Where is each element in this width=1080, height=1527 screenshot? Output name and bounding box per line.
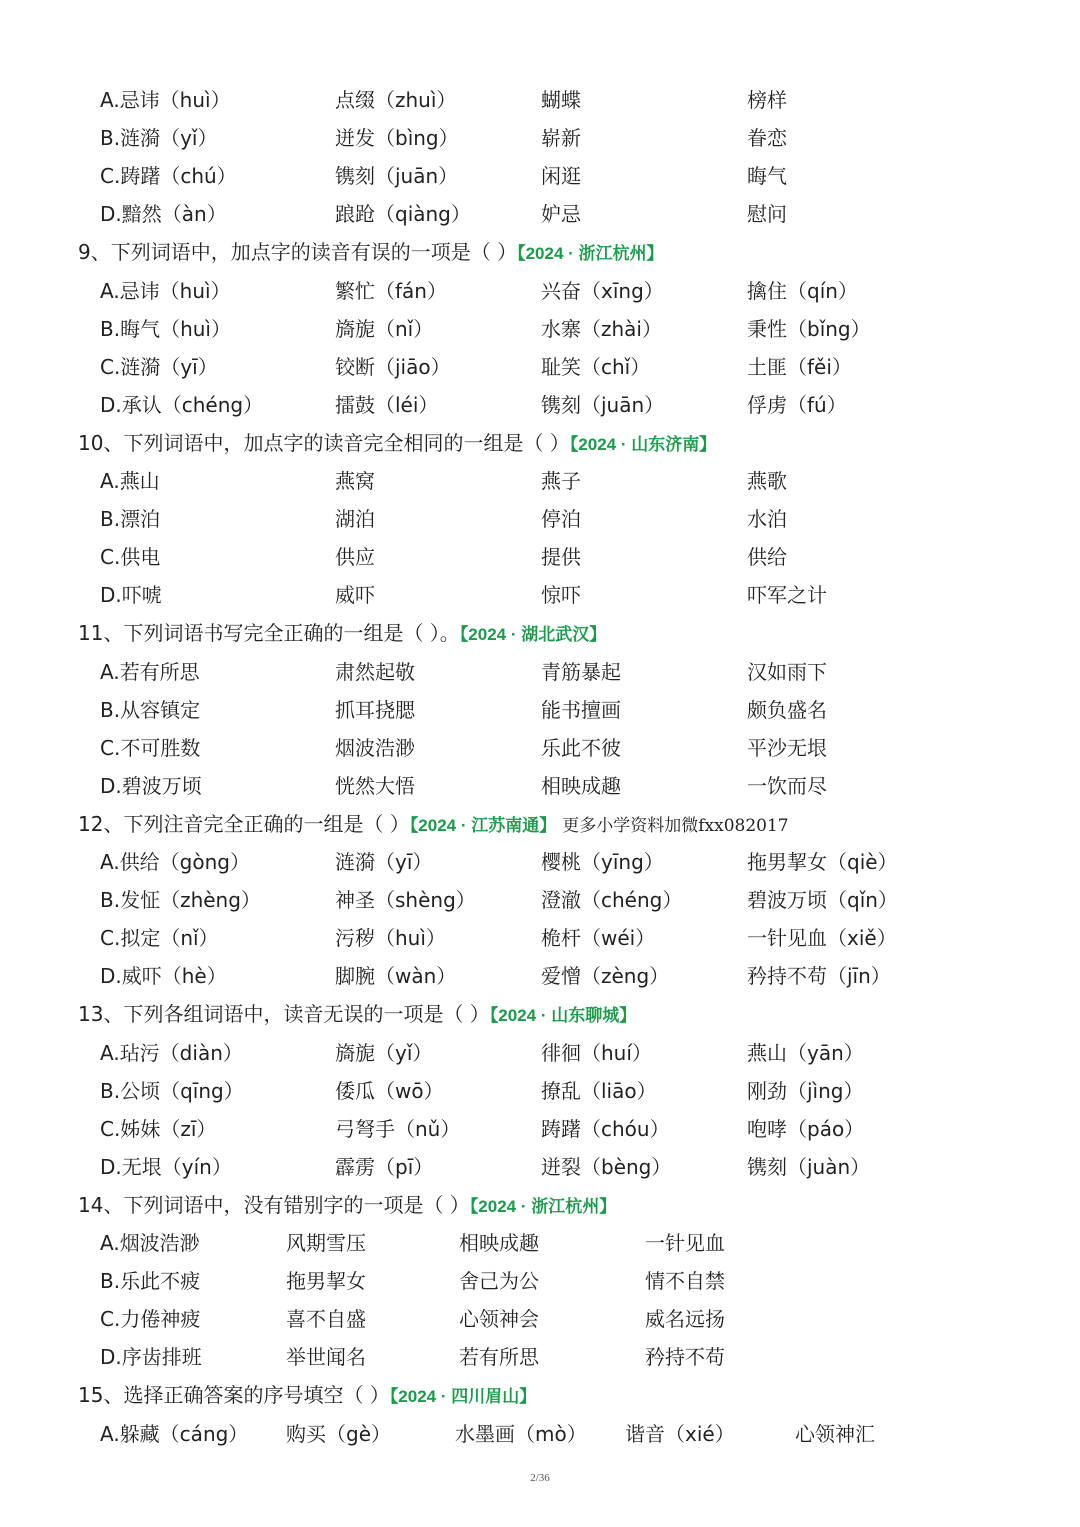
option-term: 拖男挈女（qiè） [747,850,898,874]
option-term: 澄澈（chéng） [541,888,683,913]
option-label-term: A.躲藏（cáng） [100,1421,249,1446]
option-term: 弓弩手（nǔ） [335,1116,461,1141]
source-tag: 【2024 · 山东济南】 [569,434,717,454]
question-line [0,805,1080,843]
option-row [0,691,1080,729]
option-term: 喜不自盛 [286,1307,366,1332]
option-row [0,957,1080,995]
source-tag: 【2024 · 浙江杭州】 [517,244,664,264]
option-row [0,81,1080,119]
option-row [0,1110,1080,1148]
option-term: 情不自禁 [645,1269,725,1294]
option-label-term: B.发怔（zhèng） [100,888,261,913]
option-label-term: D.承认（chéng） [100,392,264,417]
option-label-term: C.踌躇（chú） [100,164,237,189]
option-term: 相映成趣 [459,1231,539,1255]
option-row [0,500,1080,538]
option-term: 抓耳挠腮 [335,697,415,722]
option-term: 供应 [335,545,375,570]
option-term: 繁忙（fán） [335,278,447,303]
option-term: 耻笑（chǐ） [541,354,651,379]
option-term: 矜持不苟（jīn） [747,964,891,989]
option-term: 倭瓜（wō） [335,1078,444,1103]
option-term: 擂鼓（léi） [335,392,439,417]
option-term: 俘虏（fú） [747,392,847,417]
option-label-term: C.供电 [100,545,161,570]
option-term: 吓军之计 [747,583,827,608]
option-label-term: A.燕山 [100,469,160,493]
option-label-term: B.晦气（huì） [100,316,231,341]
option-term: 一针见血（xiě） [747,926,897,951]
question-stem: 9、下列词语中，加点字的读音有误的一项是（ ） [78,240,518,265]
option-row [0,348,1080,386]
option-term: 铰断（jiāo） [335,354,451,379]
option-term: 威名远扬 [645,1307,725,1332]
option-row [0,881,1080,919]
source-tag: 【2024 · 江苏南通】 [409,815,557,835]
option-term: 踌躇（chóu） [541,1116,670,1141]
question-text [78,233,664,273]
option-row [0,1262,1080,1300]
option-term: 樱桃（yīng） [541,850,664,874]
option-row [0,1072,1080,1110]
option-row [0,1338,1080,1376]
option-term: 桅杆（wéi） [541,926,656,951]
option-term: 风期雪压 [286,1231,366,1255]
option-row [0,767,1080,805]
question-text [78,424,716,464]
question-stem: 15、选择正确答案的序号填空（ ） [78,1383,390,1408]
source-tag: 【2024 · 浙江杭州】 [469,1196,617,1216]
question-text [78,1186,616,1226]
option-row [0,1300,1080,1338]
option-label-term: B.漂泊 [100,507,161,532]
option-term: 迸裂（bèng） [541,1154,672,1179]
option-term: 慰问 [747,202,787,227]
option-row [0,119,1080,157]
option-term: 心领神汇 [795,1421,875,1446]
option-term: 污秽（huì） [335,926,446,951]
option-term: 土匪（fěi） [747,354,852,379]
question-stem: 14、下列词语中，没有错别字的一项是（ ） [78,1192,470,1217]
page-number: 2/36 [530,1472,550,1484]
option-label-term: A.玷污（diàn） [100,1040,243,1065]
option-term: 崭新 [541,126,581,151]
option-label-term: A.若有所思 [100,659,200,684]
question-stem: 12、下列注音完全正确的一组是（ ） [78,811,410,836]
option-term: 秉性（bǐng） [747,316,871,341]
option-term: 燕山（yān） [747,1040,864,1065]
option-term: 威吓 [335,583,375,608]
option-term: 眷恋 [747,126,787,151]
option-term: 徘徊（huí） [541,1040,652,1065]
option-label-term: B.涟漪（yǐ） [100,126,218,151]
option-term: 迸发（bìng） [335,126,459,151]
option-label-term: B.从容镇定 [100,697,201,722]
option-term: 燕歌 [747,469,787,493]
option-term: 撩乱（liāo） [541,1078,657,1103]
option-label-term: D.无垠（yín） [100,1154,232,1179]
option-term: 恍然大悟 [335,773,415,798]
option-term: 爱憎（zèng） [541,964,670,989]
option-row [0,843,1080,881]
option-term: 咆哮（páo） [747,1116,865,1141]
option-row [0,310,1080,348]
option-label-term: C.力倦神疲 [100,1307,201,1332]
option-term: 镌刻（juān） [541,392,665,417]
option-term: 脚腕（wàn） [335,964,457,989]
option-term: 一针见血 [645,1231,725,1255]
option-term: 心领神会 [459,1307,539,1332]
option-label-term: D.威吓（hè） [100,964,227,989]
option-row [0,157,1080,195]
option-term: 涟漪（yī） [335,850,433,874]
option-term: 汉如雨下 [747,659,827,684]
option-label-term: D.黯然（àn） [100,202,227,227]
option-term: 平沙无垠 [747,735,827,760]
option-term: 若有所思 [459,1345,539,1370]
option-term: 水泊 [747,507,787,532]
option-term: 供给 [747,545,787,570]
option-term: 惊吓 [541,583,581,608]
question-stem: 10、下列词语中，加点字的读音完全相同的一组是（ ） [78,430,570,455]
option-term: 谐音（xié） [625,1421,735,1446]
option-term: 旖旎（nǐ） [335,316,434,341]
option-row [0,1415,1080,1453]
option-term: 能书擅画 [541,697,621,722]
option-label-term: A.忌讳（huì） [100,88,231,112]
option-term: 一饮而尽 [747,773,827,798]
option-label-term: A.忌讳（huì） [100,278,231,303]
option-label-term: D.吓唬 [100,583,162,608]
option-term: 购买（gè） [286,1421,391,1446]
option-term: 舍己为公 [459,1269,539,1294]
option-label-term: C.姊妹（zī） [100,1116,217,1141]
option-row [0,538,1080,576]
option-term: 镌刻（juàn） [747,1154,871,1179]
option-term: 刚劲（jìng） [747,1078,864,1103]
option-term: 兴奋（xīng） [541,278,664,303]
option-term: 碧波万顷（qǐn） [747,888,898,913]
option-row [0,195,1080,233]
question-line [0,1376,1080,1414]
question-text [78,805,789,845]
option-term: 提供 [541,545,581,570]
option-term: 水墨画（mò） [455,1421,587,1446]
option-term: 霹雳（pī） [335,1154,434,1179]
question-stem: 11、下列词语书写完全正确的一组是（ ）。 [78,621,460,646]
option-label-term: B.公顷（qīng） [100,1078,244,1103]
source-tag: 【2024 · 湖北武汉】 [459,625,607,645]
option-term: 青筋暴起 [541,659,621,684]
option-term: 闲逛 [541,164,581,189]
promo-note: 更多小学资料加微fxx082017 [562,815,789,836]
source-tag: 【2024 · 山东聊城】 [489,1006,637,1026]
option-term: 镌刻（juān） [335,164,459,189]
option-term: 旖旎（yǐ） [335,1040,433,1065]
question-line [0,995,1080,1033]
option-term: 肃然起敬 [335,659,415,684]
option-term: 神圣（shèng） [335,888,476,913]
option-label-term: D.序齿排班 [100,1345,202,1370]
option-row [0,462,1080,500]
option-label-term: B.乐此不疲 [100,1269,201,1294]
option-row [0,576,1080,614]
question-text [78,614,606,654]
option-term: 燕窝 [335,469,375,493]
option-label-term: C.拟定（nǐ） [100,926,219,951]
option-row [0,1148,1080,1186]
option-row [0,1224,1080,1262]
question-line [0,424,1080,462]
option-term: 矜持不苟 [645,1345,725,1370]
option-term: 燕子 [541,469,581,493]
option-row [0,919,1080,957]
source-tag: 【2024 · 四川眉山】 [389,1387,537,1407]
option-label-term: A.供给（gòng） [100,850,250,874]
option-term: 烟波浩渺 [335,735,415,760]
question-line [0,233,1080,271]
option-term: 蝴蝶 [541,88,581,112]
option-term: 颇负盛名 [747,697,827,722]
question-text [78,1376,536,1416]
option-label-term: C.涟漪（yī） [100,354,218,379]
option-row [0,386,1080,424]
option-term: 举世闻名 [286,1345,366,1370]
option-term: 停泊 [541,507,581,532]
option-term: 晦气 [747,164,787,189]
option-term: 擒住（qín） [747,278,858,303]
option-label-term: C.不可胜数 [100,735,201,760]
option-term: 水寨（zhài） [541,316,662,341]
option-term: 乐此不彼 [541,735,621,760]
option-term: 榜样 [747,88,787,112]
option-term: 妒忌 [541,202,581,227]
question-line [0,614,1080,652]
question-stem: 13、下列各组词语中，读音无误的一项是（ ） [78,1002,490,1027]
option-row [0,1034,1080,1072]
option-row [0,272,1080,310]
option-term: 拖男挈女 [286,1269,366,1294]
option-label-term: D.碧波万顷 [100,773,202,798]
option-term: 相映成趣 [541,773,621,798]
option-term: 湖泊 [335,507,375,532]
question-line [0,1186,1080,1224]
option-row [0,653,1080,691]
option-label-term: A.烟波浩渺 [100,1231,200,1255]
option-term: 点缀（zhuì） [335,88,457,112]
option-row [0,729,1080,767]
option-term: 踉跄（qiàng） [335,202,471,227]
question-text [78,995,636,1035]
